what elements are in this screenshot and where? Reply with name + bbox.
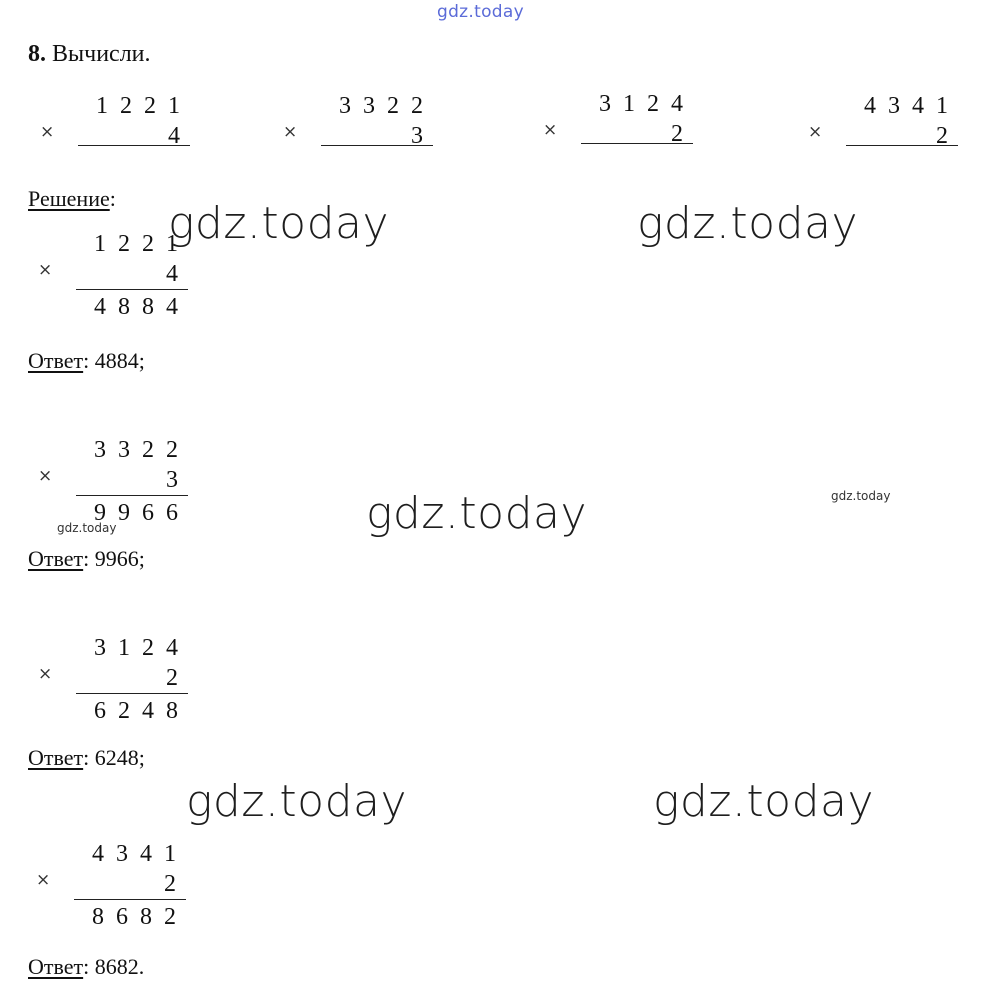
multiplication-line — [846, 145, 958, 146]
answer-2 — [28, 548, 145, 570]
watermark-small: gdz.today — [831, 489, 891, 503]
answer-value: : 4884; — [83, 348, 145, 373]
answer-3 — [28, 747, 145, 769]
problem-4 — [808, 94, 988, 184]
multiplicand: 3322 — [94, 437, 190, 463]
times-sign: × — [38, 260, 53, 280]
product: 4884 — [94, 294, 190, 320]
multiplicand: 3322 — [339, 93, 435, 119]
multiplicand: 4341 — [864, 93, 960, 119]
watermark: gdz.today — [186, 776, 408, 827]
answer-1 — [28, 350, 145, 372]
answer-label: Ответ — [28, 954, 84, 979]
product: 8682 — [92, 904, 188, 930]
watermark-small: gdz.today — [57, 521, 117, 535]
answer-value: : 6248; — [83, 745, 145, 770]
times-sign: × — [36, 870, 51, 890]
multiplier: 2 — [936, 123, 960, 149]
task-header — [28, 42, 151, 66]
multiplicand: 1221 — [94, 231, 190, 257]
multiplier: 3 — [166, 467, 190, 493]
watermark-top: gdz.today — [437, 2, 524, 22]
task-title: Вычисли. — [52, 41, 151, 67]
multiplicand: 4341 — [92, 841, 188, 867]
problem-2 — [283, 94, 463, 184]
times-sign: × — [808, 122, 823, 142]
solution-3 — [38, 636, 218, 726]
times-sign: × — [543, 120, 558, 140]
times-sign: × — [38, 664, 53, 684]
multiplier: 2 — [166, 665, 190, 691]
times-sign: × — [283, 122, 298, 142]
multiplicand: 3124 — [599, 91, 695, 117]
multiplicand: 3124 — [94, 635, 190, 661]
multiplicand: 1221 — [96, 93, 192, 119]
multiplication-line — [74, 899, 186, 900]
multiplier: 4 — [168, 123, 192, 149]
solution-heading: Решение: — [28, 186, 116, 211]
multiplication-line — [581, 143, 693, 144]
solution-4 — [36, 842, 216, 932]
task-number: 8. — [28, 41, 46, 67]
product: 9966 — [94, 500, 190, 526]
multiplication-line — [76, 289, 188, 290]
multiplication-line — [76, 495, 188, 496]
multiplier: 4 — [166, 261, 190, 287]
multiplier: 3 — [411, 123, 435, 149]
multiplication-line — [76, 693, 188, 694]
times-sign: × — [40, 122, 55, 142]
watermark: gdz.today — [653, 776, 875, 827]
watermark: gdz.today — [366, 488, 588, 539]
answer-value: : 8682. — [83, 954, 145, 979]
solution-2 — [38, 438, 218, 528]
problem-3 — [543, 92, 723, 182]
answer-label: Ответ — [28, 348, 84, 373]
multiplication-line — [78, 145, 190, 146]
problem-1 — [40, 94, 220, 184]
multiplier: 2 — [164, 871, 188, 897]
watermark: gdz.today — [637, 198, 859, 249]
answer-label: Ответ — [28, 546, 84, 571]
watermark: gdz.today — [168, 198, 390, 249]
times-sign: × — [38, 466, 53, 486]
multiplier: 2 — [671, 121, 695, 147]
solution-label: Решение — [28, 186, 110, 211]
answer-value: : 9966; — [83, 546, 145, 571]
answer-label: Ответ — [28, 745, 84, 770]
answer-4 — [28, 956, 144, 978]
product: 6248 — [94, 698, 190, 724]
multiplication-line — [321, 145, 433, 146]
